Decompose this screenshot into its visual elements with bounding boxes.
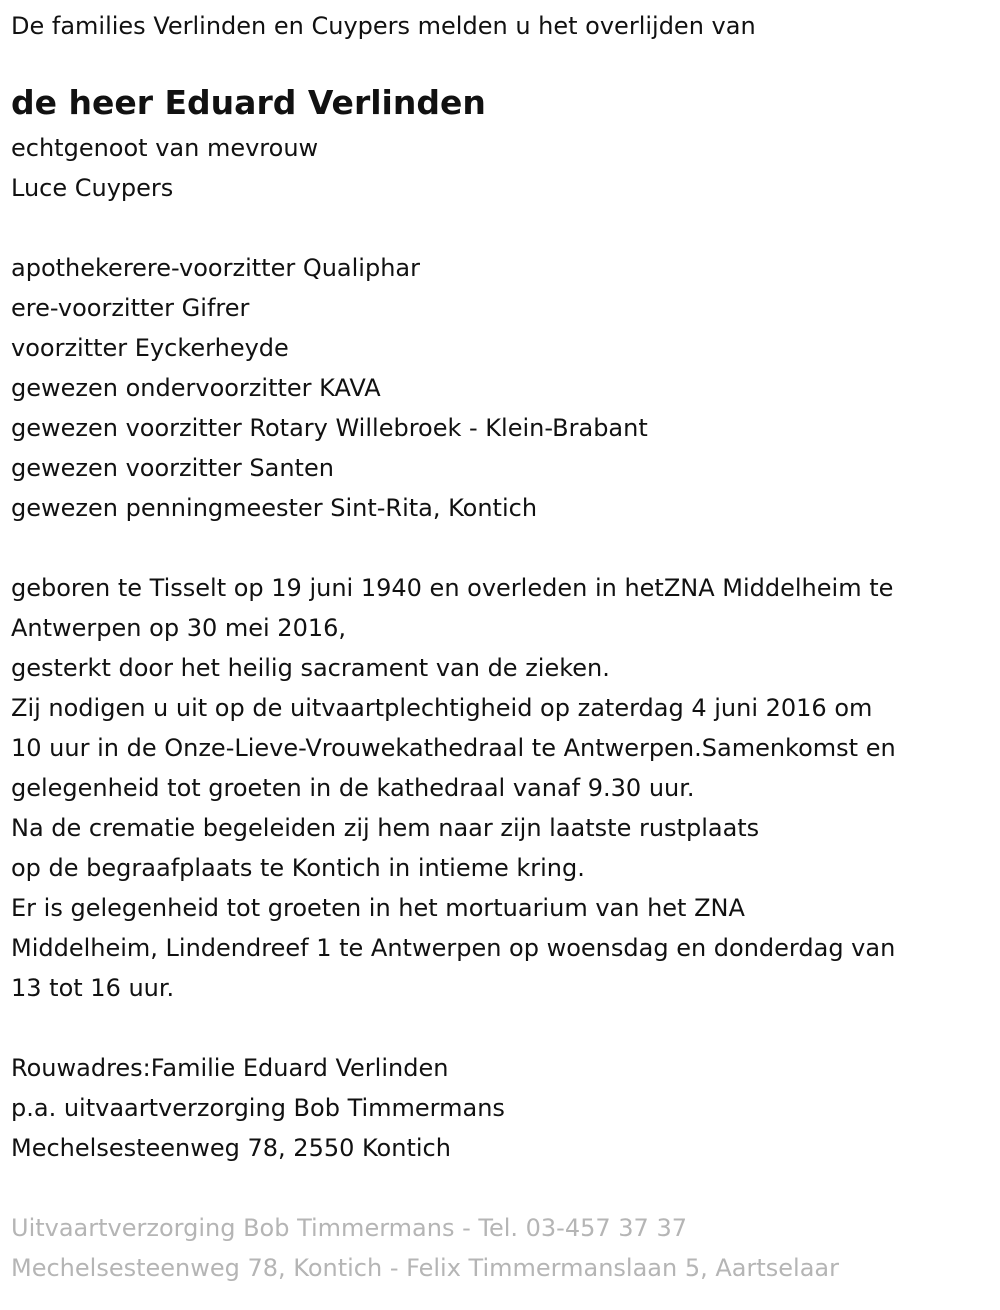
body-line: Na de crematie begeleiden zij hem naar zijn laatste rustplaats <box>11 814 760 842</box>
function-item: voorzitter Eyckerheyde <box>11 334 289 362</box>
function-item: ere-voorzitter Gifrer <box>11 294 250 322</box>
body-line: op de begraafplaats te Kontich in intieme kring. <box>11 854 585 882</box>
deceased-name: de heer Eduard Verlinden <box>11 83 486 122</box>
mourning-address <box>11 1048 1000 1168</box>
body-line: Zij nodigen u uit op de uitvaartplechtigheid op zaterdag 4 juni 2016 om <box>11 694 873 722</box>
functions-list <box>11 248 1000 528</box>
body-line: gelegenheid tot groeten in de kathedraal vanaf 9.30 uur. <box>11 774 695 802</box>
body-line: Er is gelegenheid tot groeten in het mortuarium van het ZNA <box>11 894 745 922</box>
function-item: gewezen voorzitter Rotary Willebroek - Klein-Brabant <box>11 414 648 442</box>
footer-line: Mechelsesteenweg 78, Kontich - Felix Timmermanslaan 5, Aartselaar <box>11 1254 839 1282</box>
announcement-body <box>11 568 1000 1008</box>
body-line: geboren te Tisselt op 19 juni 1940 en overleden in hetZNA Middelheim te <box>11 574 894 602</box>
function-item: gewezen voorzitter Santen <box>11 454 334 482</box>
address-line: Rouwadres:Familie Eduard Verlinden <box>11 1054 449 1082</box>
body-line: Antwerpen op 30 mei 2016, <box>11 614 347 642</box>
footer-line: Uitvaartverzorging Bob Timmermans - Tel. 03-457 37 37 <box>11 1214 687 1242</box>
body-line: gesterkt door het heilig sacrament van de zieken. <box>11 654 610 682</box>
body-line: 10 uur in de Onze-Lieve-Vrouwekathedraal te Antwerpen.Samenkomst en <box>11 734 896 762</box>
funeral-director-footer <box>11 1208 1000 1288</box>
intro-text: De families Verlinden en Cuypers melden u het overlijden van <box>11 12 756 40</box>
function-item: gewezen penningmeester Sint-Rita, Kontich <box>11 494 538 522</box>
body-line: 13 tot 16 uur. <box>11 974 175 1002</box>
spouse-section <box>11 128 1000 208</box>
spouse-name: Luce Cuypers <box>11 174 174 202</box>
spouse-line: echtgenoot van mevrouw <box>11 134 319 162</box>
address-line: Mechelsesteenweg 78, 2550 Kontich <box>11 1134 451 1162</box>
address-line: p.a. uitvaartverzorging Bob Timmermans <box>11 1094 505 1122</box>
body-line: Middelheim, Lindendreef 1 te Antwerpen op woensdag en donderdag van <box>11 934 896 962</box>
function-item: apothekerere-voorzitter Qualiphar <box>11 254 420 282</box>
function-item: gewezen ondervoorzitter KAVA <box>11 374 381 402</box>
